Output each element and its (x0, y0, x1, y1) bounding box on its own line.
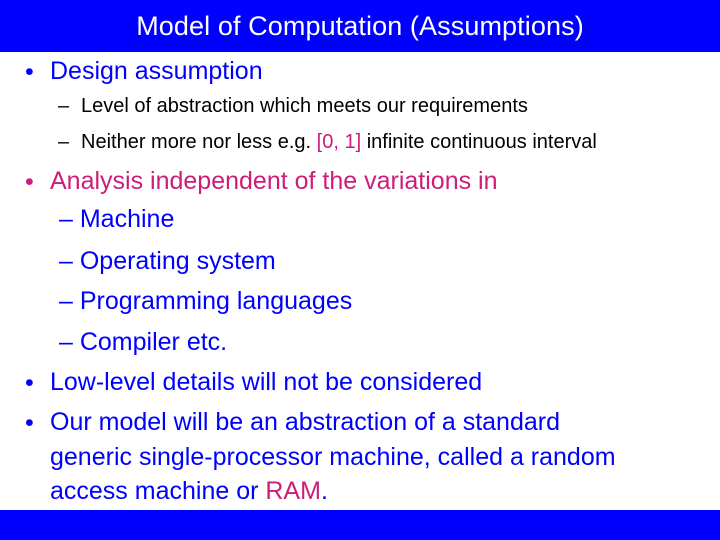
bullet-marker: • (25, 168, 34, 196)
analysis-item-compiler: – Compiler etc. (59, 328, 228, 356)
bullet-analysis-text: Analysis independent of the variations in (50, 167, 498, 195)
dash-marker: – (58, 95, 70, 117)
dash-marker: – (58, 131, 70, 153)
analysis-item-machine: – Machine (59, 205, 175, 233)
model-line-3-post: . (320, 477, 328, 505)
title-bar (0, 0, 720, 52)
bullet-marker: • (25, 409, 34, 437)
interval-highlight: [0, 1] (316, 131, 362, 153)
bullet-model-line-3 (50, 477, 328, 506)
analysis-item-os: – Operating system (59, 247, 276, 275)
bullet-marker: • (25, 58, 34, 86)
sub-bullet-level-text: Level of abstraction which meets our requirements (81, 95, 528, 117)
bullet-marker: • (25, 369, 34, 397)
slide-title: Model of Computation (Assumptions) (136, 10, 584, 41)
bullet-model-line-2: generic single-processor machine, called a random (50, 443, 616, 471)
analysis-item-languages: – Programming languages (59, 287, 353, 315)
bullet-design-text: Design assumption (50, 57, 263, 85)
bullet-model-line-1: Our model will be an abstraction of a standard (50, 408, 560, 436)
neither-text-pre: Neither more nor less e.g. (81, 131, 317, 153)
ram-highlight: RAM (265, 477, 321, 505)
model-line-3-pre: access machine or (50, 477, 266, 505)
bottom-bar (0, 510, 720, 540)
sub-bullet-neither-text (81, 131, 597, 154)
neither-text-post: infinite continuous interval (361, 131, 597, 153)
bullet-low-level-text: Low-level details will not be considered (50, 368, 483, 396)
